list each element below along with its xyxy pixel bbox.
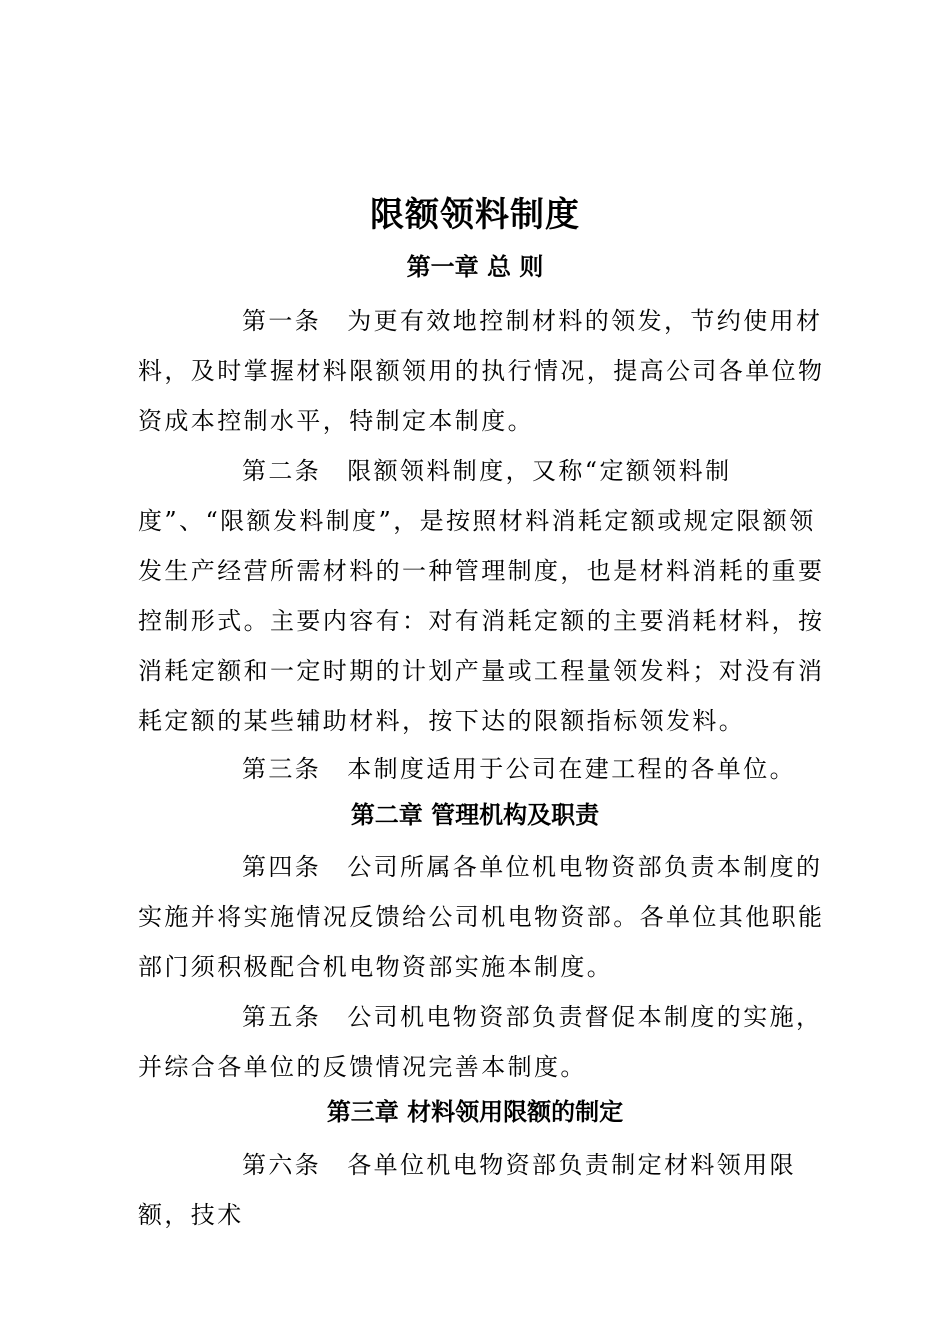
article-paragraph: [138, 296, 838, 446]
article-label: 第五条: [242, 1003, 322, 1031]
article-text: 本制度适用于公司在建工程的各单位。: [347, 755, 797, 783]
article-text: 为更有效地控制材料的领发，节约使用材料，及时掌握材料限额领用的执行情况，提高公司各单位物资成本控制水平，特制定本制度。: [138, 307, 825, 435]
article-paragraph: [138, 992, 838, 1092]
article-paragraph: [138, 744, 838, 794]
article-text: 各单位机电物资部负责制定材料领用限额，技术: [138, 1151, 797, 1229]
article-text: 公司机电物资部负责督促本制度的实施，并综合各单位的反馈情况完善本制度。: [138, 1003, 823, 1081]
article-label: 第二条: [242, 457, 322, 485]
article-text: 公司所属各单位机电物资部负责本制度的实施并将实施情况反馈给公司机电物资部。各单位其他职能部门须积极配合机电物资部实施本制度。: [138, 853, 825, 981]
chapter-heading: 第一章 总 则: [406, 253, 544, 281]
chapter-heading: 第二章 管理机构及职责: [350, 801, 600, 829]
article-label: 第四条: [242, 853, 322, 881]
article-text: 限额领料制度，又称“定额领料制度”、“限额发料制度”，是按照材料消耗定额或规定限额领发生产经营所需材料的一种管理制度，也是材料消耗的重要控制形式。主要内容有：对有消耗定额的主要消耗材料，按消耗定额和一定时期的计划产量或工程量领发料；对没有消耗定额的某些辅助材料，按下达的限额指标领发料。: [138, 457, 825, 735]
article-label: 第三条: [242, 755, 322, 783]
article-paragraph: [138, 842, 838, 992]
article-paragraph: [138, 1140, 838, 1240]
article-label: 第六条: [242, 1151, 322, 1179]
article-paragraph: [138, 446, 838, 746]
chapter-heading: 第三章 材料领用限额的制定: [326, 1098, 624, 1126]
document-title: 限额领料制度: [370, 195, 580, 235]
article-label: 第一条: [242, 307, 322, 335]
